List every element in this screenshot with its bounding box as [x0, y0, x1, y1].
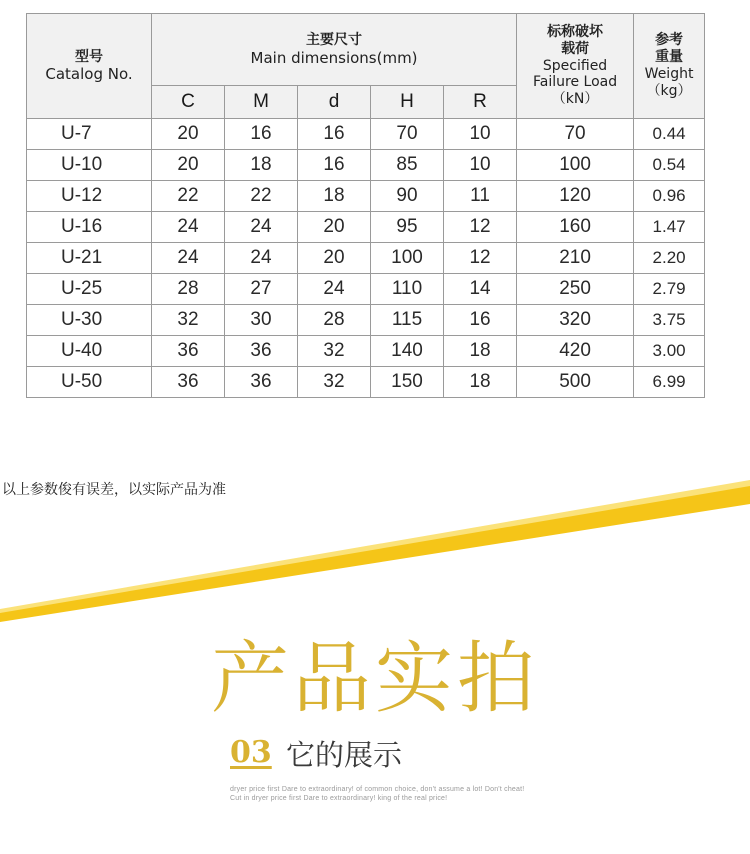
catalog-cell: U-30 [27, 305, 152, 336]
load-cell: 210 [517, 243, 634, 274]
d-cell: 32 [298, 367, 371, 398]
r-cell: 10 [444, 150, 517, 181]
weight-cell: 0.96 [634, 181, 705, 212]
load-cell: 500 [517, 367, 634, 398]
spec-table [26, 13, 705, 398]
dim-column-header: C [152, 86, 225, 119]
load-cell: 70 [517, 119, 634, 150]
d-cell: 18 [298, 181, 371, 212]
d-cell: 16 [298, 150, 371, 181]
table-row [27, 212, 705, 243]
table-row [27, 367, 705, 398]
load-cell: 160 [517, 212, 634, 243]
dim-column-header: R [444, 86, 517, 119]
d-cell: 20 [298, 243, 371, 274]
d-cell: 24 [298, 274, 371, 305]
r-cell: 10 [444, 119, 517, 150]
weight-cell: 1.47 [634, 212, 705, 243]
load-header-zh-1: 标称破坏 [547, 24, 604, 40]
c-cell: 32 [152, 305, 225, 336]
h-cell: 110 [371, 274, 444, 305]
catalog-cell: U-7 [27, 119, 152, 150]
table-row [27, 336, 705, 367]
m-cell: 27 [225, 274, 298, 305]
weight-cell: 6.99 [634, 367, 705, 398]
c-cell: 22 [152, 181, 225, 212]
table-row [27, 150, 705, 181]
catalog-cell: U-25 [27, 274, 152, 305]
h-cell: 100 [371, 243, 444, 274]
m-cell: 24 [225, 243, 298, 274]
catalog-cell: U-12 [27, 181, 152, 212]
d-cell: 28 [298, 305, 371, 336]
table-row [27, 274, 705, 305]
table-row [27, 119, 705, 150]
section-number: 03 [230, 735, 272, 770]
m-cell: 22 [225, 181, 298, 212]
c-cell: 20 [152, 150, 225, 181]
c-cell: 20 [152, 119, 225, 150]
dimensions-header-zh: 主要尺寸 [306, 32, 363, 49]
table-row [27, 181, 705, 212]
load-header-unit: （kN） [551, 91, 599, 108]
load-cell: 320 [517, 305, 634, 336]
h-cell: 90 [371, 181, 444, 212]
catalog-header-zh: 型号 [75, 48, 103, 65]
c-cell: 24 [152, 243, 225, 274]
weight-cell: 3.75 [634, 305, 705, 336]
decorative-filler-text: dryer price first Dare to extraordinary! of common choice, don't assume a lot! Don't cheat! Cut in dryer price first Dare to extraordinary! king of the real price! [230, 786, 525, 802]
r-cell: 11 [444, 181, 517, 212]
r-cell: 18 [444, 336, 517, 367]
h-cell: 140 [371, 336, 444, 367]
r-cell: 12 [444, 243, 517, 274]
section-subtitle: 它的展示 [286, 738, 403, 772]
dimensions-header [152, 14, 517, 86]
table-row [27, 243, 705, 274]
catalog-cell: U-21 [27, 243, 152, 274]
h-cell: 150 [371, 367, 444, 398]
d-cell: 16 [298, 119, 371, 150]
c-cell: 28 [152, 274, 225, 305]
c-cell: 36 [152, 336, 225, 367]
catalog-header-en: Catalog No. [45, 65, 133, 84]
m-cell: 18 [225, 150, 298, 181]
r-cell: 14 [444, 274, 517, 305]
d-cell: 20 [298, 212, 371, 243]
weight-cell: 0.54 [634, 150, 705, 181]
c-cell: 36 [152, 367, 225, 398]
dim-column-header: d [298, 86, 371, 119]
weight-cell: 2.20 [634, 243, 705, 274]
load-cell: 120 [517, 181, 634, 212]
dim-column-header: M [225, 86, 298, 119]
load-header-en-2: Failure Load [533, 74, 618, 91]
section-title: 产品实拍 [210, 634, 539, 724]
table-row [27, 305, 705, 336]
m-cell: 36 [225, 336, 298, 367]
dim-column-header: H [371, 86, 444, 119]
weight-cell: 0.44 [634, 119, 705, 150]
m-cell: 30 [225, 305, 298, 336]
weight-cell: 3.00 [634, 336, 705, 367]
m-cell: 36 [225, 367, 298, 398]
load-header [517, 14, 634, 119]
catalog-cell: U-16 [27, 212, 152, 243]
load-cell: 250 [517, 274, 634, 305]
load-header-zh-2: 载荷 [561, 40, 590, 57]
load-cell: 100 [517, 150, 634, 181]
m-cell: 24 [225, 212, 298, 243]
h-cell: 95 [371, 212, 444, 243]
weight-header-zh-2: 重量 [655, 49, 684, 66]
weight-header-zh-1: 参考 [655, 32, 684, 49]
load-cell: 420 [517, 336, 634, 367]
c-cell: 24 [152, 212, 225, 243]
catalog-header [27, 14, 152, 119]
h-cell: 70 [371, 119, 444, 150]
disclaimer-note: 以上参数俊有误差，以实际产品为准 [2, 482, 226, 498]
m-cell: 16 [225, 119, 298, 150]
d-cell: 32 [298, 336, 371, 367]
weight-header-unit: （kg） [646, 82, 692, 99]
h-cell: 85 [371, 150, 444, 181]
r-cell: 12 [444, 212, 517, 243]
load-header-en-1: Specified [542, 57, 608, 74]
r-cell: 16 [444, 305, 517, 336]
weight-header-en: Weight [644, 66, 694, 82]
weight-cell: 2.79 [634, 274, 705, 305]
dimensions-header-en: Main dimensions(mm) [250, 48, 418, 67]
catalog-cell: U-40 [27, 336, 152, 367]
catalog-cell: U-10 [27, 150, 152, 181]
catalog-cell: U-50 [27, 367, 152, 398]
weight-header [634, 14, 705, 119]
r-cell: 18 [444, 367, 517, 398]
stripe-highlight [0, 480, 750, 613]
h-cell: 115 [371, 305, 444, 336]
